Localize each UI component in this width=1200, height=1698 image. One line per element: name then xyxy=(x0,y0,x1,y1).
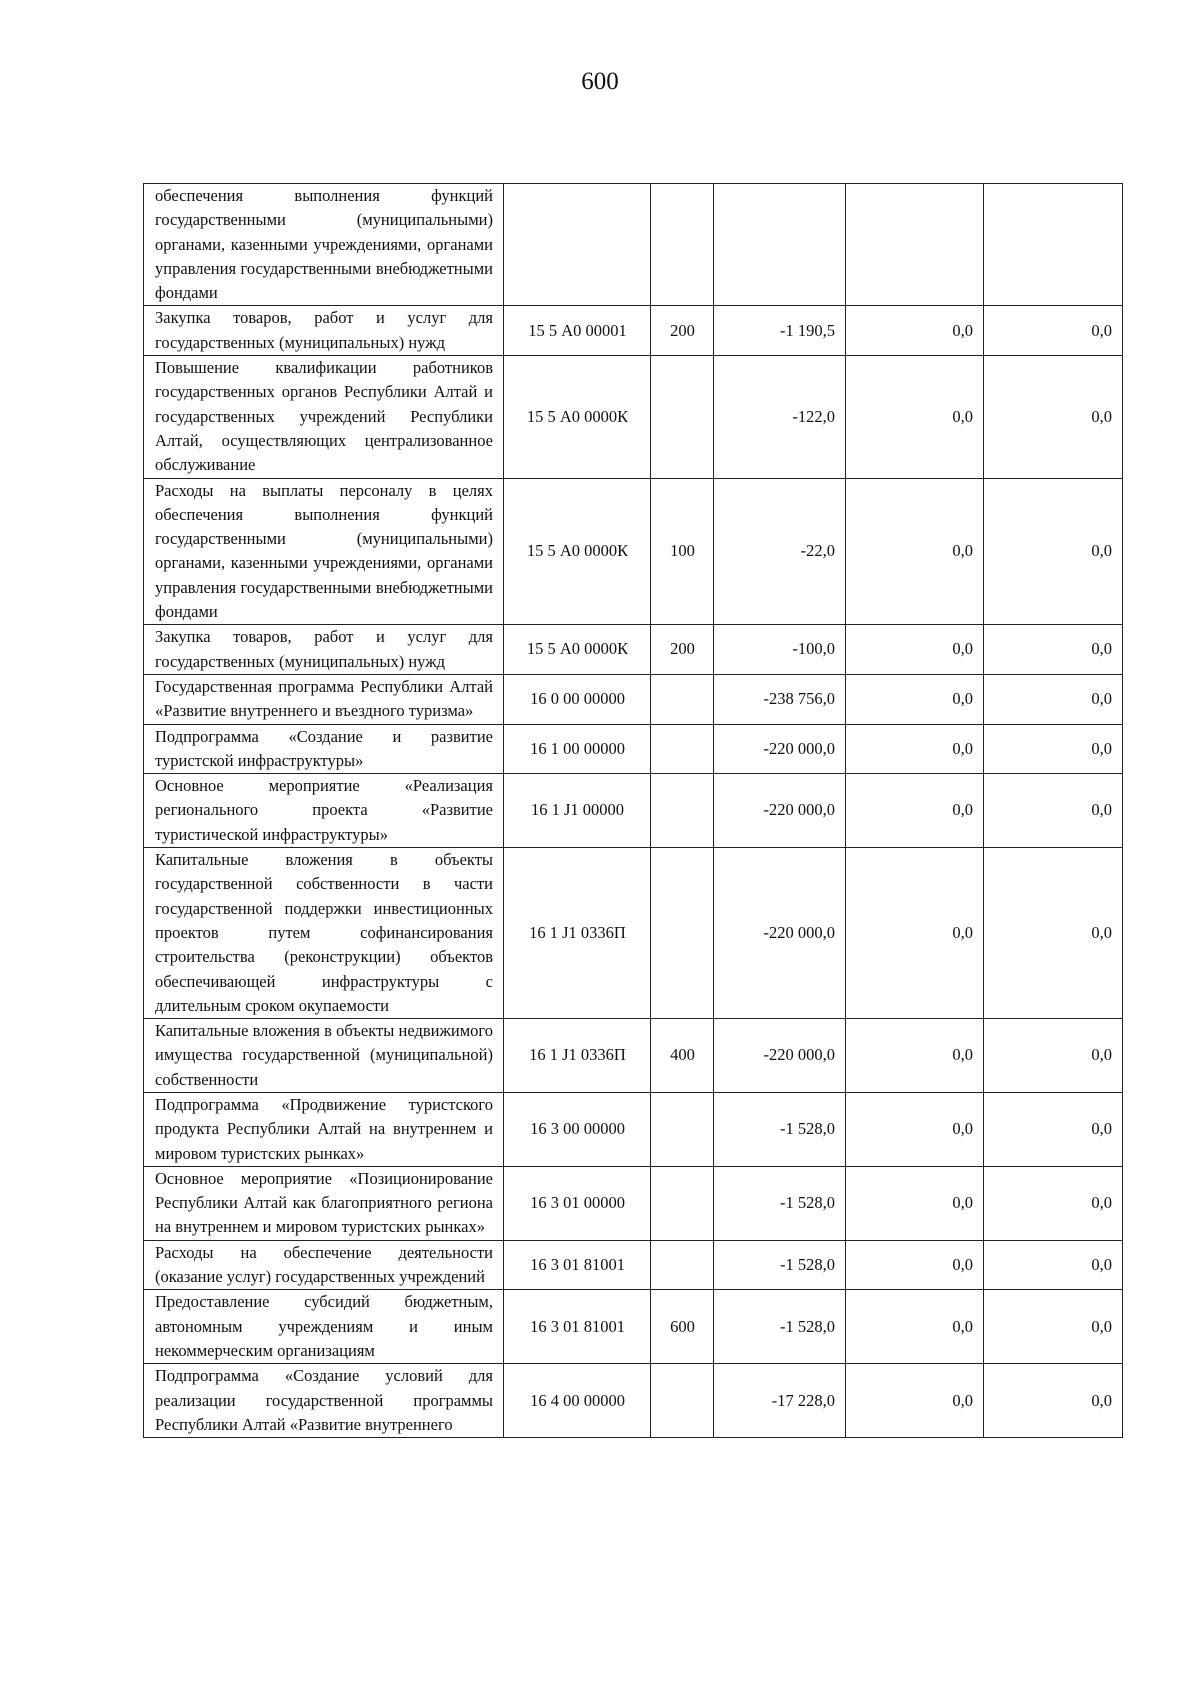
amount-change-year1: -1 528,0 xyxy=(714,1092,846,1166)
amount-change-year2: 0,0 xyxy=(846,1364,984,1438)
row-name: Государственная программа Республики Алтай «Развитие внутреннего и въездного туризма» xyxy=(144,674,504,724)
amount-change-year3: 0,0 xyxy=(984,1166,1123,1240)
amount-change-year3: 0,0 xyxy=(984,478,1123,625)
expense-type xyxy=(651,356,714,478)
target-code: 16 3 01 81001 xyxy=(504,1240,651,1290)
amount-change-year3: 0,0 xyxy=(984,774,1123,848)
amount-change-year1: -1 528,0 xyxy=(714,1290,846,1364)
amount-change-year2: 0,0 xyxy=(846,625,984,675)
expense-type: 100 xyxy=(651,478,714,625)
amount-change-year2: 0,0 xyxy=(846,774,984,848)
target-code: 15 5 А0 0000К xyxy=(504,356,651,478)
target-code: 15 5 А0 0000К xyxy=(504,478,651,625)
amount-change-year1: -17 228,0 xyxy=(714,1364,846,1438)
row-name: Закупка товаров, работ и услуг для государственных (муниципальных) нужд xyxy=(144,306,504,356)
expense-type xyxy=(651,184,714,306)
expense-type xyxy=(651,674,714,724)
amount-change-year1: -220 000,0 xyxy=(714,774,846,848)
amount-change-year2: 0,0 xyxy=(846,1166,984,1240)
table-row xyxy=(144,1019,1123,1093)
expense-type xyxy=(651,848,714,1019)
amount-change-year3: 0,0 xyxy=(984,674,1123,724)
table-row xyxy=(144,674,1123,724)
row-name: Закупка товаров, работ и услуг для государственных (муниципальных) нужд xyxy=(144,625,504,675)
target-code: 15 5 А0 00001 xyxy=(504,306,651,356)
amount-change-year2 xyxy=(846,184,984,306)
amount-change-year2: 0,0 xyxy=(846,1092,984,1166)
row-name: Капитальные вложения в объекты государственной собственности в части государственной поддержки инвестиционных проектов путем софинансирования строительства (реконструкции) объектов обеспечивающей инфраструктуры с длительным сроком окупаемости xyxy=(144,848,504,1019)
amount-change-year2: 0,0 xyxy=(846,1019,984,1093)
row-name: Подпрограмма «Продвижение туристского продукта Республики Алтай на внутреннем и мировом туристских рынках» xyxy=(144,1092,504,1166)
expense-type xyxy=(651,1092,714,1166)
row-name: Подпрограмма «Создание и развитие туристской инфраструктуры» xyxy=(144,724,504,774)
row-name: Основное мероприятие «Позиционирование Республики Алтай как благоприятного региона на внутреннем и мировом туристских рынках» xyxy=(144,1166,504,1240)
amount-change-year2: 0,0 xyxy=(846,478,984,625)
target-code: 15 5 А0 0000К xyxy=(504,625,651,675)
target-code: 16 0 00 00000 xyxy=(504,674,651,724)
amount-change-year1: -122,0 xyxy=(714,356,846,478)
amount-change-year2: 0,0 xyxy=(846,1240,984,1290)
amount-change-year2: 0,0 xyxy=(846,306,984,356)
target-code: 16 3 01 81001 xyxy=(504,1290,651,1364)
table-row xyxy=(144,1240,1123,1290)
amount-change-year1: -238 756,0 xyxy=(714,674,846,724)
table-row xyxy=(144,625,1123,675)
table-row xyxy=(144,724,1123,774)
amount-change-year2: 0,0 xyxy=(846,724,984,774)
amount-change-year2: 0,0 xyxy=(846,674,984,724)
expense-type xyxy=(651,724,714,774)
target-code: 16 3 01 00000 xyxy=(504,1166,651,1240)
amount-change-year3: 0,0 xyxy=(984,724,1123,774)
amount-change-year2: 0,0 xyxy=(846,1290,984,1364)
amount-change-year3: 0,0 xyxy=(984,848,1123,1019)
expense-type: 400 xyxy=(651,1019,714,1093)
amount-change-year3: 0,0 xyxy=(984,625,1123,675)
row-name: Основное мероприятие «Реализация регионального проекта «Развитие туристической инфраструктуры» xyxy=(144,774,504,848)
amount-change-year3: 0,0 xyxy=(984,306,1123,356)
target-code xyxy=(504,184,651,306)
row-name: Подпрограмма «Создание условий для реализации государственной программы Республики Алтай «Развитие внутреннего xyxy=(144,1364,504,1438)
amount-change-year2: 0,0 xyxy=(846,848,984,1019)
target-code: 16 1 J1 0336П xyxy=(504,1019,651,1093)
amount-change-year2: 0,0 xyxy=(846,356,984,478)
table-row xyxy=(144,478,1123,625)
target-code: 16 3 00 00000 xyxy=(504,1092,651,1166)
table-row xyxy=(144,306,1123,356)
target-code: 16 4 00 00000 xyxy=(504,1364,651,1438)
target-code: 16 1 00 00000 xyxy=(504,724,651,774)
amount-change-year3 xyxy=(984,184,1123,306)
table-row xyxy=(144,1166,1123,1240)
expense-type: 600 xyxy=(651,1290,714,1364)
table-row xyxy=(144,1364,1123,1438)
amount-change-year3: 0,0 xyxy=(984,1364,1123,1438)
amount-change-year1: -1 528,0 xyxy=(714,1240,846,1290)
expense-type: 200 xyxy=(651,306,714,356)
table-row xyxy=(144,1290,1123,1364)
amount-change-year1: -220 000,0 xyxy=(714,724,846,774)
budget-table xyxy=(143,183,1123,1438)
expense-type xyxy=(651,1364,714,1438)
table-row xyxy=(144,774,1123,848)
expense-type xyxy=(651,1166,714,1240)
budget-table-body xyxy=(144,184,1123,1438)
table-row xyxy=(144,848,1123,1019)
row-name: Расходы на выплаты персоналу в целях обеспечения выполнения функций государственными (муниципальными) органами, казенными учреждениями, органами управления государственными внебюджетными фондами xyxy=(144,478,504,625)
amount-change-year3: 0,0 xyxy=(984,1092,1123,1166)
amount-change-year3: 0,0 xyxy=(984,1240,1123,1290)
row-name: обеспечения выполнения функций государственными (муниципальными) органами, казенными учреждениями, органами управления государственными внебюджетными фондами xyxy=(144,184,504,306)
amount-change-year1 xyxy=(714,184,846,306)
amount-change-year1: -220 000,0 xyxy=(714,1019,846,1093)
amount-change-year1: -22,0 xyxy=(714,478,846,625)
row-name: Повышение квалификации работников государственных органов Республики Алтай и государственных учреждений Республики Алтай, осуществляющих централизованное обслуживание xyxy=(144,356,504,478)
row-name: Расходы на обеспечение деятельности (оказание услуг) государственных учреждений xyxy=(144,1240,504,1290)
amount-change-year1: -1 190,5 xyxy=(714,306,846,356)
row-name: Капитальные вложения в объекты недвижимого имущества государственной (муниципальной) собственности xyxy=(144,1019,504,1093)
amount-change-year1: -220 000,0 xyxy=(714,848,846,1019)
expense-type xyxy=(651,1240,714,1290)
target-code: 16 1 J1 00000 xyxy=(504,774,651,848)
amount-change-year3: 0,0 xyxy=(984,356,1123,478)
target-code: 16 1 J1 0336П xyxy=(504,848,651,1019)
row-name: Предоставление субсидий бюджетным, автономным учреждениям и иным некоммерческим организациям xyxy=(144,1290,504,1364)
table-row xyxy=(144,356,1123,478)
expense-type: 200 xyxy=(651,625,714,675)
expense-type xyxy=(651,774,714,848)
table-row xyxy=(144,1092,1123,1166)
table-row xyxy=(144,184,1123,306)
amount-change-year1: -1 528,0 xyxy=(714,1166,846,1240)
amount-change-year1: -100,0 xyxy=(714,625,846,675)
amount-change-year3: 0,0 xyxy=(984,1290,1123,1364)
amount-change-year3: 0,0 xyxy=(984,1019,1123,1093)
page-number: 600 xyxy=(581,68,619,95)
